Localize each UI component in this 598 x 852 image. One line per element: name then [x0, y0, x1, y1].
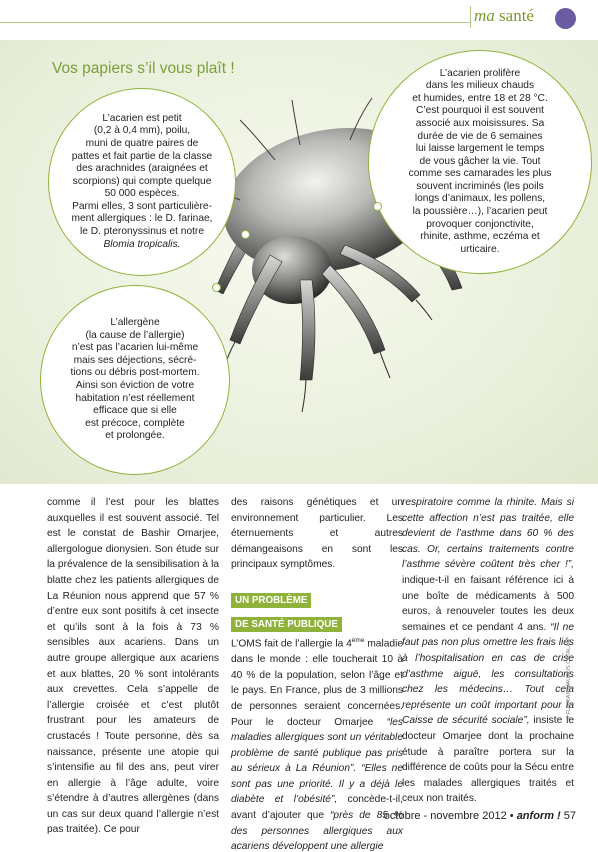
bubble-line: et humides, entre 18 et 28 °C. [412, 92, 548, 104]
subhead [231, 585, 403, 632]
section-word: santé [499, 6, 534, 25]
callout-pin [212, 283, 221, 292]
article-column-1 [47, 495, 219, 838]
bubble-line: muni de quatre paires de [85, 137, 199, 149]
article-text: maladie dans le monde : elle toucherait 10 à 40 % de la population, selon l’âge et le pays. En France, plus de 3 millions de personnes seraient concernées. Pour le docteur Omarjee [231, 638, 403, 728]
section-title [474, 6, 534, 26]
bubble-line: (la cause de l’allergie) [85, 329, 185, 341]
bubble-line: dans les milieux chauds [425, 80, 535, 92]
article-text: concède-t-il, avant d’ajouter que [231, 794, 403, 822]
bubble-line: L’acarien est petit [102, 112, 182, 124]
article-text: comme il l’est pour les blattes auxquelles il est souvent associé. Tel est le constat de Bashir Omarjee, allergologue dionysien. Son étude sur la prévalence de la sensibilisation à la blatte chez les patients allergiques de La Réunion nous apprend que 57 % d’entre eux sont positifs à cet insecte et qu’ils sont à la fois à 73 % sensibles aux acariens. Dans un autre groupe allergique aux acariens et aux blattes, 20 % sont intolérants aux crevettes. Cela s’appelle de l’allergie croisée et c’est plutôt frustrant pour les amateurs de crustacés ! Toute personne, dès sa naissance, présente une atopie qui s’intensifie au fil des ans, peut virer en allergie à l’âge adulte, voire s’étendre à d’autres allergènes (dans un cas sur deux quand l’allergie n’est pas traitée). Ce pour [47, 497, 219, 836]
bubble-line: pattes et fait partie de la classe [71, 150, 213, 162]
info-bubble-allergen [40, 285, 230, 475]
bubble-line: urticaire. [460, 243, 500, 255]
article-text: insiste le docteur Omarjee dont la prochaine étude à paraître portera sur la différence de coûts pour la Sécu entre les malades allergiques traités et ceux non traités. [402, 715, 574, 805]
bubble-line: Blomia tropicalis. [103, 238, 181, 250]
bubble-text [67, 113, 217, 252]
bubble-line: (0,2 à 0,4 mm), poilu, [93, 125, 191, 137]
section-prefix: ma [474, 6, 495, 25]
bubble-line: et prolongée. [105, 430, 165, 442]
callout-pin [373, 202, 382, 211]
bubble-line: C’est pourquoi il est souvent [416, 105, 544, 117]
bubble-line: mais ses déjections, sécré- [73, 354, 197, 366]
article-column-2 [231, 495, 403, 852]
bubble-line: durée de vie de 6 semaines [417, 130, 543, 142]
bubble-line: la poussière…), l’acarien peut [412, 206, 548, 218]
page-number: 57 [563, 810, 576, 822]
bubble-line: L’allergène [110, 317, 160, 329]
article-text: des raisons génétiques et un environnement particulier. Les éternuements et autres démangeaisons en sont les principaux symptômes. [231, 497, 403, 571]
subhead-line: UN PROBLÈME [231, 593, 311, 608]
bubble-line: efficace que si elle [93, 405, 177, 417]
article-quote: “Il ne faut pas non plus omettre les frais liés à l’hospitalisation en cas de crise d’asthme aiguë, les consultations chez les médecins… Tout cela représente un coût important pour la Caisse de sécurité sociale”, [402, 621, 574, 727]
bubble-line: 50 000 espèces. [104, 188, 180, 200]
bubble-line: rhinite, asthme, eczéma et [420, 231, 540, 243]
bubble-line: Parmi elles, 3 sont particulière- [72, 200, 212, 212]
article-column-3 [402, 495, 574, 807]
bubble-line: ment allergiques : le D. farinae, [71, 213, 213, 225]
section-dot-icon [555, 8, 576, 29]
article-text: indique-t-il en faisant référence ici à une boîte de médicaments à 500 euros, à renouveler toutes les deux semaines et ce pendant 4 ans. [402, 574, 574, 633]
photo-credit: © FLORIAN MAURUS CATALAN [566, 639, 572, 720]
article-quote: “près de 85 % des personnes allergiques aux acariens développent une allergie [231, 810, 403, 852]
bubble-line: Ainsi son éviction de votre [75, 380, 195, 391]
bubble-line: de vous gâcher la vie. Tout [419, 155, 541, 167]
bubble-line: comme ses camarades les plus [408, 168, 552, 180]
article-text: L’OMS fait de l’allergie la 4 [231, 638, 352, 650]
info-bubble-size [48, 88, 236, 276]
header-divider [470, 6, 471, 28]
bubble-line: le D. pteronyssinus et notre [79, 226, 204, 238]
magazine-name: anform ! [516, 810, 561, 822]
bubble-line: tions ou débris post-mortem. [70, 367, 200, 379]
illustration-title: Vos papiers s’il vous plaît ! [52, 60, 235, 77]
article-quote: respiratoire comme la rhinite. Mais si cette affection n’est pas traitée, elle devient de l’asthme dans 60 % des cas. Or, certains traitements contre l’asthme sévère coûtent très cher !”, [402, 497, 574, 571]
info-bubble-habitat [368, 50, 592, 274]
subhead-line: DE SANTÉ PUBLIQUE [231, 617, 342, 632]
article-quote: “les maladies allergiques sont un véritable problème de santé publique pas pris au sérieux à La Réunion”. “Elles ne sont pas une priorité. Il y a déjà le diabète et l’obésité”, [231, 716, 403, 806]
bubble-line: est précoce, complète [85, 417, 185, 429]
bubble-line: des arachnides (araignées et [76, 163, 208, 175]
bubble-line: lui laisse largement le temps [415, 143, 545, 155]
bubble-line: provoquer conjonctivite, [426, 218, 534, 230]
bubble-line: souvent incriminés (les poils [416, 180, 544, 192]
callout-pin [241, 230, 250, 239]
bubble-line: habitation n’est réellement [75, 392, 195, 404]
bubble-line: longs d’animaux, les pollens, [414, 193, 546, 205]
bubble-line: associé aux moisissures. Sa [415, 117, 545, 129]
bubble-line: scorpions) qui compte quelque [72, 175, 212, 187]
bubble-text [396, 68, 564, 257]
page-footer [384, 810, 576, 822]
bubble-line: n’est pas l’acarien lui-même [71, 342, 199, 354]
issue-date: octobre - novembre 2012 [383, 810, 507, 822]
header-rule [0, 22, 470, 23]
bubble-line: L’acarien prolifère [439, 67, 521, 79]
ordinal-suffix: ème [351, 637, 365, 645]
footer-bullet: • [509, 810, 514, 822]
bubble-text [62, 317, 208, 443]
